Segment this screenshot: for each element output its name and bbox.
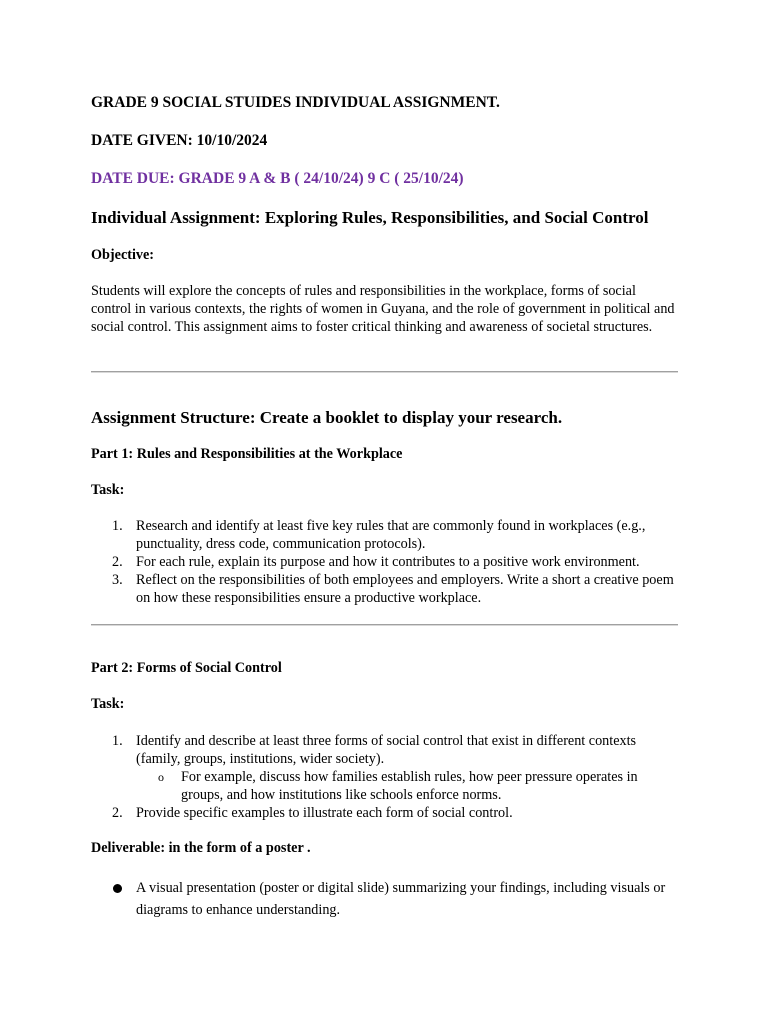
list-number: 1. [112, 733, 123, 749]
assignment-title: Individual Assignment: Exploring Rules, Responsibilities, and Social Control [91, 208, 649, 227]
date-due: DATE DUE: GRADE 9 A & B ( 24/10/24) 9 C ( 25/10/24) [91, 170, 464, 187]
list-item [91, 571, 679, 607]
sub-list-item [136, 768, 679, 804]
objective-heading: Objective: [91, 247, 155, 263]
list-number: 1. [112, 518, 123, 534]
part1-task-label: Task: [91, 482, 125, 498]
list-item [91, 804, 679, 822]
list-item [91, 517, 679, 553]
list-number: 2. [112, 805, 123, 821]
list-item [91, 732, 679, 804]
list-item-text: Provide specific examples to illustrate each form of social control. [136, 805, 513, 821]
sub-list-item-text: For example, discuss how families establish rules, how peer pressure operates in groups, and how institutions like schools enforce norms. [181, 769, 638, 803]
deliverable-list [91, 877, 679, 921]
horizontal-rule [91, 624, 678, 626]
part1-heading: Part 1: Rules and Responsibilities at the Workplace [91, 446, 403, 462]
part1-task-list [91, 517, 679, 607]
list-item-text: Identify and describe at least three forms of social control that exist in different contexts (family, groups, institutions, wider society). [136, 733, 637, 767]
list-item [91, 553, 679, 571]
list-number: 3. [112, 572, 123, 588]
deliverable-heading: Deliverable: in the form of a poster . [91, 840, 311, 856]
part2-heading: Part 2: Forms of Social Control [91, 660, 282, 676]
document-title: GRADE 9 SOCIAL STUIDES INDIVIDUAL ASSIGNMENT. [91, 94, 500, 111]
list-item-text: A visual presentation (poster or digital slide) summarizing your findings, including visuals or diagrams to enhance understanding. [136, 880, 666, 918]
circle-bullet-icon: o [158, 770, 164, 784]
list-item [91, 877, 679, 921]
part2-task-label: Task: [91, 696, 125, 712]
list-item-text: For each rule, explain its purpose and how it contributes to a positive work environment. [136, 554, 640, 570]
structure-heading: Assignment Structure: Create a booklet to display your research. [91, 408, 563, 427]
list-number: 2. [112, 554, 123, 570]
part2-task-list [91, 732, 679, 822]
list-item-text: Research and identify at least five key rules that are commonly found in workplaces (e.g., punctuality, dress code, communication protocols). [136, 518, 646, 552]
sub-list [136, 768, 679, 804]
bullet-dot-icon [113, 884, 122, 893]
horizontal-rule [91, 371, 678, 373]
date-given: DATE GIVEN: 10/10/2024 [91, 132, 268, 149]
list-item-text: Reflect on the responsibilities of both employees and employers. Write a short a creative poem on how these responsibilities ensure a productive workplace. [136, 572, 674, 606]
objective-text: Students will explore the concepts of rules and responsibilities in the workplace, forms of social control in various contexts, the rights of women in Guyana, and the role of government in political and social control. This assignment aims to foster critical thinking and awareness of societal structures. [91, 283, 675, 335]
